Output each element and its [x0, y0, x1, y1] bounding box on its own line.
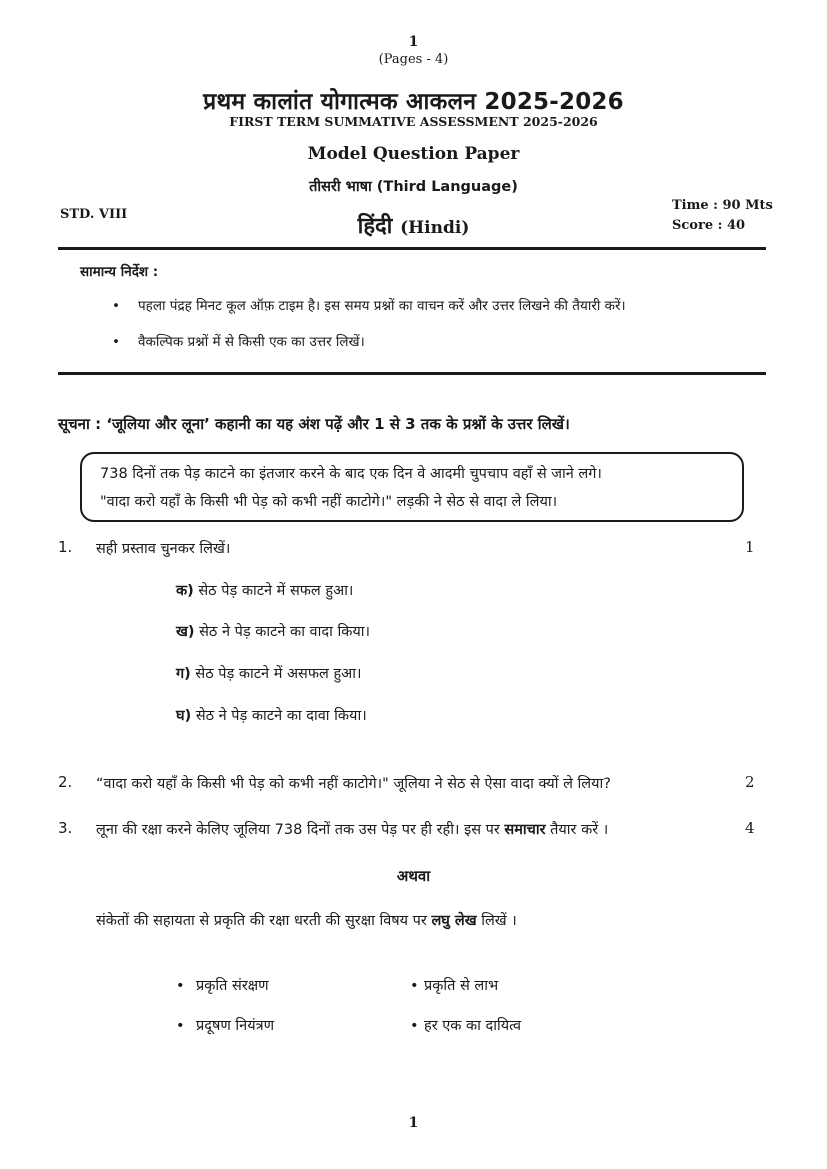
reading-notice: सूचना : ‘जूलिया और लूना’ कहानी का यह अंश पढ़ें और 1 से 3 तक के प्रश्नों के उत्तर लिखें। — [58, 415, 570, 433]
question-score: 2 — [745, 773, 755, 791]
instructions-heading: सामान्य निर्देश : — [80, 264, 159, 280]
footer-page-number: 1 — [408, 1115, 419, 1131]
option-label: क) — [176, 583, 194, 599]
bullet: • — [410, 978, 419, 994]
hint-point: • हर एक का दायित्व — [410, 1018, 522, 1034]
bullet: • — [112, 298, 120, 314]
time: Time : 90 Mts — [672, 198, 773, 213]
bullet: • — [410, 1018, 419, 1034]
exam-title-hindi: प्रथम कालांत योगात्मक आकलन 2025-2026 — [203, 89, 624, 115]
option-item — [176, 621, 370, 641]
passage-line: "वादा करो यहाँ के किसी भी पेड़ को कभी नहीं काटोगे।" लड़की ने सेठ से वादा ले लिया। — [100, 494, 558, 510]
instruction-item — [112, 296, 626, 314]
bullet: • — [176, 978, 185, 994]
subject-english: (Hindi) — [400, 218, 470, 238]
option-text: सेठ ने पेड़ काटने का दावा किया। — [195, 708, 367, 724]
question-number: 1. — [58, 538, 73, 556]
paper-type: Model Question Paper — [307, 144, 520, 164]
page-number: 1 — [408, 34, 419, 50]
alternative-text: संकेतों की सहायता से प्रकृति की रक्षा धरती की सुरक्षा विषय पर लघु लेख लिखें । — [96, 913, 517, 929]
hint-point: • प्रकृति से लाभ — [410, 978, 499, 994]
alternative-label: अथवा — [396, 867, 431, 885]
subject-hindi: हिंदी — [357, 214, 393, 239]
exam-title-english: FIRST TERM SUMMATIVE ASSESSMENT 2025-2026 — [229, 114, 598, 129]
option-item — [176, 705, 367, 725]
option-label: ख) — [176, 624, 195, 640]
header-rule — [58, 247, 766, 250]
passage-line: 738 दिनों तक पेड़ काटने का इंतजार करने के बाद एक दिन वे आदमी चुपचाप वहाँ से जाने लगे। — [100, 466, 602, 482]
option-text: सेठ पेड़ काटने में सफल हुआ। — [198, 583, 354, 599]
time-score — [672, 196, 773, 236]
standard: STD. VIII — [60, 207, 128, 222]
option-text: सेठ पेड़ काटने में असफल हुआ। — [195, 666, 362, 682]
hint-point: • प्रदूषण नियंत्रण — [176, 1018, 275, 1034]
option-label: घ) — [176, 708, 192, 724]
hint-point: • प्रकृति संरक्षण — [176, 978, 269, 994]
question-number: 2. — [58, 773, 73, 791]
instructions-rule — [58, 372, 766, 375]
bullet: • — [176, 1018, 185, 1034]
instruction-text: वैकल्पिक प्रश्नों में से किसी एक का उत्तर लिखें। — [138, 334, 365, 350]
question-score: 1 — [745, 538, 755, 556]
option-item — [176, 663, 362, 683]
emphasis: समाचार — [504, 822, 546, 838]
emphasis: लघु लेख — [431, 913, 477, 929]
instruction-text: पहला पंद्रह मिनट कूल ऑफ़ टाइम है। इस समय प्रश्नों का वाचन करें और उत्तर लिखने की तैयारी करें। — [138, 298, 626, 314]
language-label: तीसरी भाषा (Third Language) — [309, 179, 518, 195]
option-text: सेठ ने पेड़ काटने का वादा किया। — [199, 624, 370, 640]
instruction-item — [112, 332, 365, 350]
option-label: ग) — [176, 666, 191, 682]
passage-box — [80, 452, 744, 522]
question-text: “वादा करो यहाँ के किसी भी पेड़ को कभी नहीं काटोगे।" जूलिया ने सेठ से ऐसा वादा क्यों ले लिया? — [96, 776, 611, 792]
question-text: लूना की रक्षा करने केलिए जूलिया 738 दिनों तक उस पेड़ पर ही रही। इस पर समाचार तैयार करें । — [96, 822, 609, 838]
score: Score : 40 — [672, 218, 746, 233]
bullet: • — [112, 334, 120, 350]
question-text: सही प्रस्ताव चुनकर लिखें। — [96, 541, 231, 557]
question-number: 3. — [58, 819, 73, 837]
question-score: 4 — [745, 819, 755, 837]
page-count: (Pages - 4) — [378, 52, 449, 67]
option-item — [176, 580, 353, 600]
